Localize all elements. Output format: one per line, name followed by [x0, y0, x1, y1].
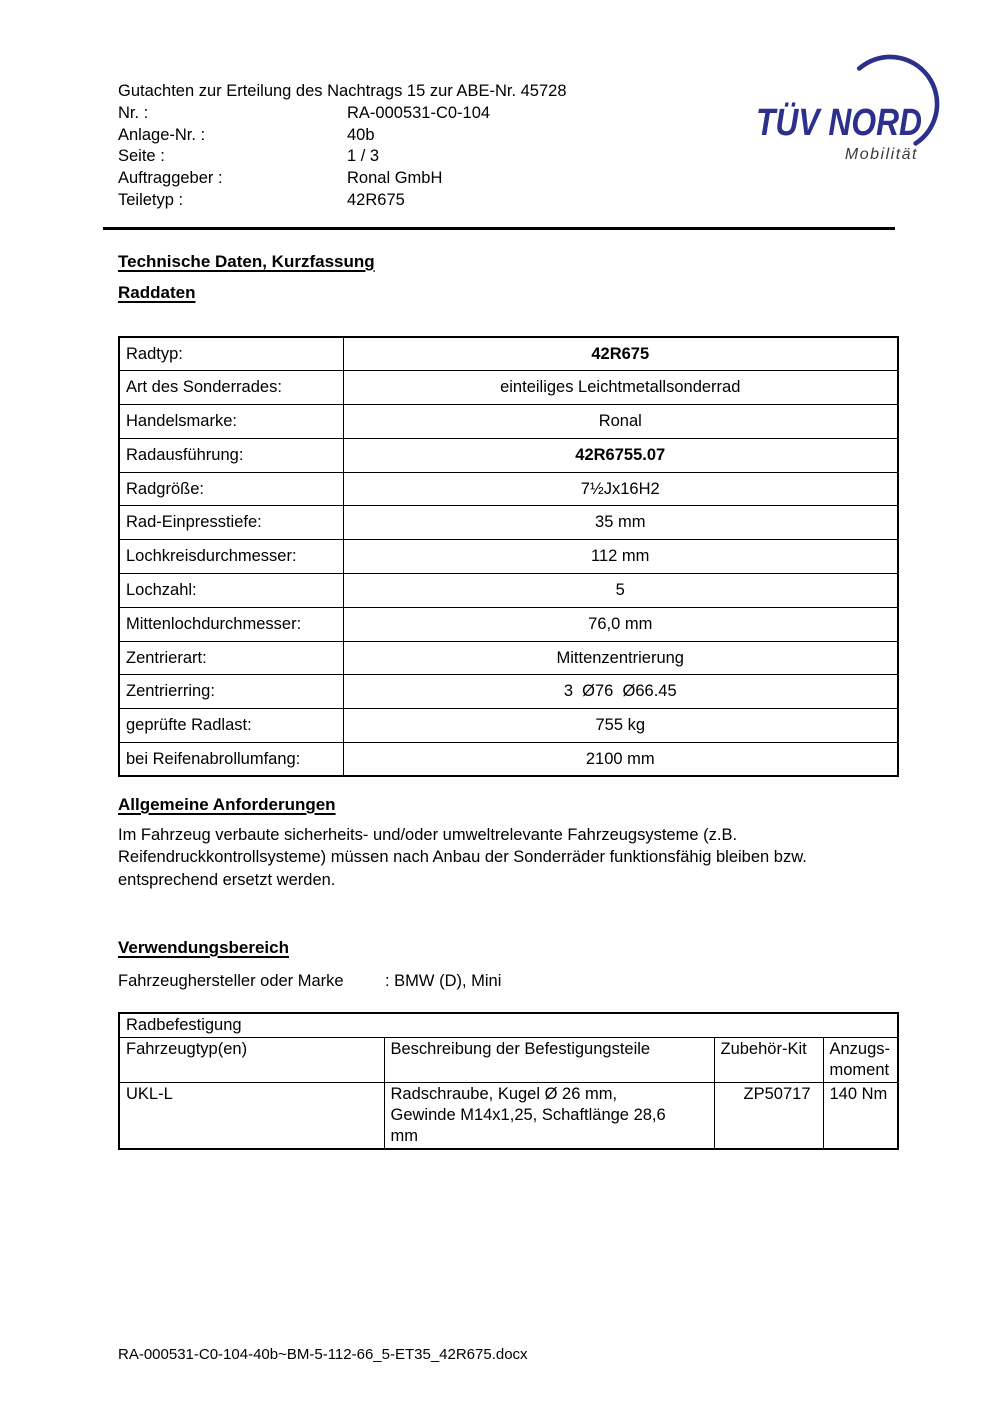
field-value: 42R675 [347, 190, 405, 209]
row-value: 35 mm [343, 506, 898, 540]
field-label: Teiletyp : [118, 190, 184, 209]
table-row [119, 709, 898, 743]
row-label: Handelsmarke: [119, 405, 343, 439]
field-label: Nr. : [118, 103, 149, 122]
table-row [119, 472, 898, 506]
field-value: Ronal GmbH [347, 169, 443, 188]
row-value: Mittenzentrierung [343, 641, 898, 675]
row-value: 7½Jx16H2 [343, 472, 898, 506]
table-row [119, 405, 898, 439]
row-value: 42R6755.07 [343, 438, 898, 472]
row-label: Radausführung: [119, 438, 343, 472]
row-value: Ronal [343, 405, 898, 439]
row-label: Rad-Einpresstiefe: [119, 506, 343, 540]
row-label: geprüfte Radlast: [119, 709, 343, 743]
field-value: 1 / 3 [347, 147, 380, 166]
row-label: Art des Sonderrades: [119, 371, 343, 405]
logo-graphic [748, 48, 953, 178]
logo-brand-text: TÜV NORD [756, 102, 953, 144]
row-label: Radtyp: [119, 337, 343, 371]
table-row [119, 743, 898, 777]
row-label: Radgröße: [119, 472, 343, 506]
table-row [119, 607, 898, 641]
row-value: 3 Ø76 Ø66.45 [343, 675, 898, 709]
header-field-auftraggeber [118, 168, 567, 190]
row-label: Mittenlochdurchmesser: [119, 607, 343, 641]
table-row [119, 574, 898, 608]
manufacturer-value: : BMW (D), Mini [385, 972, 502, 990]
row-value: 112 mm [343, 540, 898, 574]
row-value: 755 kg [343, 709, 898, 743]
raddaten-table [118, 336, 899, 777]
column-header-fahrzeugtyp: Fahrzeugtyp(en) [119, 1038, 384, 1083]
header-field-anlage [118, 125, 567, 147]
field-value: 40b [347, 125, 375, 144]
heading-allgemeine-anforderungen: Allgemeine Anforderungen [118, 795, 336, 814]
heading-raddaten: Raddaten [118, 283, 196, 302]
table-row [119, 1083, 898, 1150]
divider-rule [103, 227, 895, 230]
row-value: 76,0 mm [343, 607, 898, 641]
row-value: 42R675 [343, 337, 898, 371]
heading-verwendungsbereich: Verwendungsbereich [118, 938, 289, 957]
radbefestigung-table [118, 1012, 899, 1150]
field-label: Anlage-Nr. : [118, 125, 206, 144]
column-header-beschreibung: Beschreibung der Befestigungsteile [384, 1038, 714, 1083]
row-value: 2100 mm [343, 743, 898, 777]
row-value: 5 [343, 574, 898, 608]
header-field-teiletyp [118, 190, 567, 212]
header-field-seite [118, 146, 567, 168]
table-title-row [119, 1013, 898, 1038]
field-value: RA-000531-C0-104 [347, 103, 491, 122]
heading-technische-daten: Technische Daten, Kurzfassung [118, 252, 375, 271]
row-label: Lochkreisdurchmesser: [119, 540, 343, 574]
table-row [119, 438, 898, 472]
row-label: Zentrierring: [119, 675, 343, 709]
document-title: Gutachten zur Erteilung des Nachtrags 15 zur ABE-Nr. 45728 [118, 82, 567, 100]
cell-anzugsmoment: 140 Nm [823, 1083, 898, 1150]
table-row [119, 540, 898, 574]
table-row [119, 506, 898, 540]
table-row [119, 337, 898, 371]
table-title: Radbefestigung [119, 1013, 898, 1038]
table-row [119, 371, 898, 405]
column-header-anzugsmoment: Anzugs-moment [823, 1038, 898, 1083]
row-value: einteiliges Leichtmetallsonderrad [343, 371, 898, 405]
logo-tagline-text: Mobilität [844, 146, 918, 163]
field-label: Seite : [118, 147, 165, 166]
table-row [119, 675, 898, 709]
row-label: Zentrierart: [119, 641, 343, 675]
field-label: Auftraggeber : [118, 169, 223, 188]
table-header-row [119, 1038, 898, 1083]
cell-zubehoer-kit: ZP50717 [714, 1083, 823, 1150]
allgemeine-anforderungen-text: Im Fahrzeug verbaute sicherheits- und/oder umweltrelevante Fahrzeugsysteme (z.B. Reifendruckkontrollsysteme) müssen nach Anbau der Sonderräder funktionsfähig bleiben bzw. entsprechend ersetzt werden. [118, 826, 807, 889]
header-field-nr [118, 103, 567, 125]
footer-filename: RA-000531-C0-104-40b~BM-5-112-66_5-ET35_42R675.docx [118, 1346, 528, 1363]
manufacturer-line [118, 972, 501, 991]
cell-fahrzeugtyp: UKL-L [119, 1083, 384, 1150]
cell-beschreibung: Radschraube, Kugel Ø 26 mm, Gewinde M14x1,25, Schaftlänge 28,6 mm [384, 1083, 714, 1150]
document-header [118, 81, 567, 212]
tuv-nord-logo [748, 48, 953, 178]
column-header-zubehoer-kit: Zubehör-Kit [714, 1038, 823, 1083]
manufacturer-label: Fahrzeughersteller oder Marke [118, 972, 344, 990]
table-row [119, 641, 898, 675]
row-label: bei Reifenabrollumfang: [119, 743, 343, 777]
row-label: Lochzahl: [119, 574, 343, 608]
